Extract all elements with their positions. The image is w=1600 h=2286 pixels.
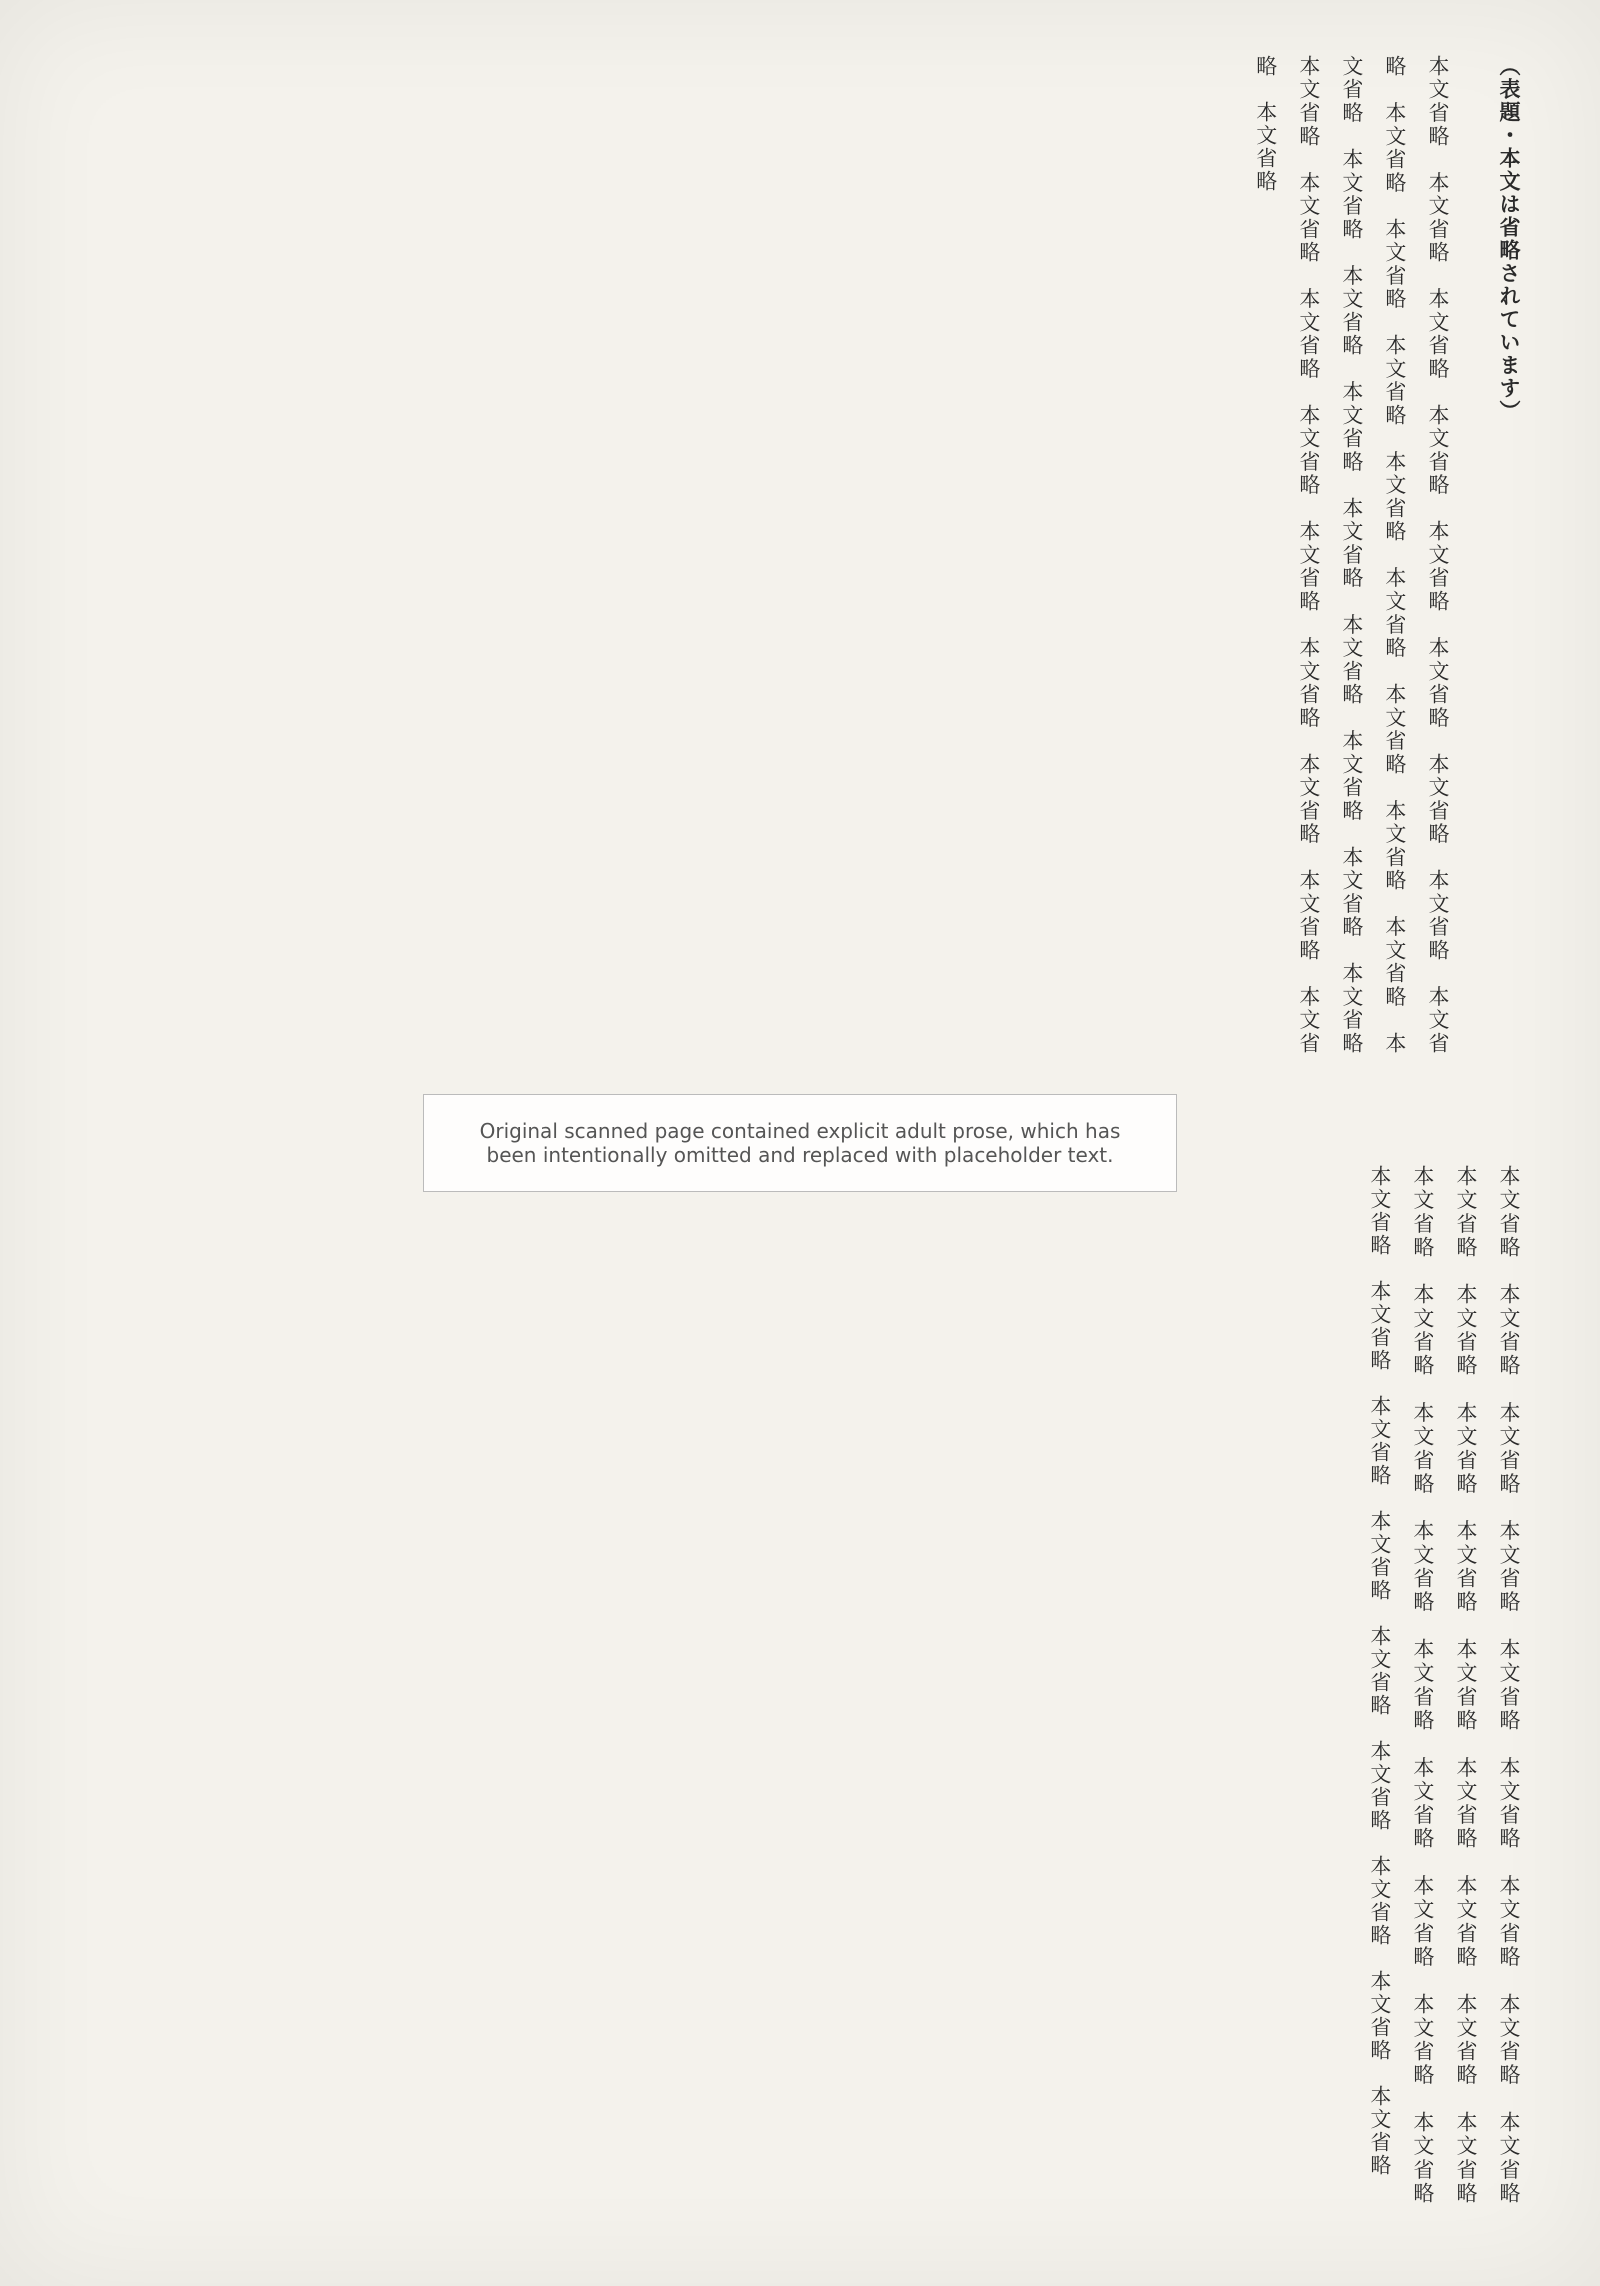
lower-text-block [70,1165,1530,2228]
body-text-upper: 本文省略 本文省略 本文省略 本文省略 本文省略 本文省略 本文省略 本文省略 本文省略 本文省略 本文省略 本文省略 本文省略 本文省略 本文省略 本文省略 本文省略 本文省略 本文省略 本文省略 本文省略 本文省略 本文省略 本文省略 本文省略 本文省略 本文省略 本文省略 本文省略 本文省略 本文省略 本文省略 本文省略 本文省略 本文省略 本文省略 [1253,55,1450,1078]
body-text-lower: 本文省略 本文省略 本文省略 本文省略 本文省略 本文省略 本文省略 本文省略 本文省略 本文省略 本文省略 本文省略 本文省略 本文省略 本文省略 本文省略 本文省略 本文省略 本文省略 本文省略 本文省略 本文省略 本文省略 本文省略 本文省略 本文省略 本文省略 本文省略 本文省略 本文省略 本文省略 本文省略 本文省略 本文省略 本文省略 本文省略 [1367,1165,1521,2228]
upper-text-block [70,55,1530,1078]
content-omitted-notice: Original scanned page contained explicit adult prose, which has been intentionally omitted and replaced with placeholder text. [423,1094,1177,1192]
page-title: （表題・本文は省略されています） [1497,55,1521,423]
